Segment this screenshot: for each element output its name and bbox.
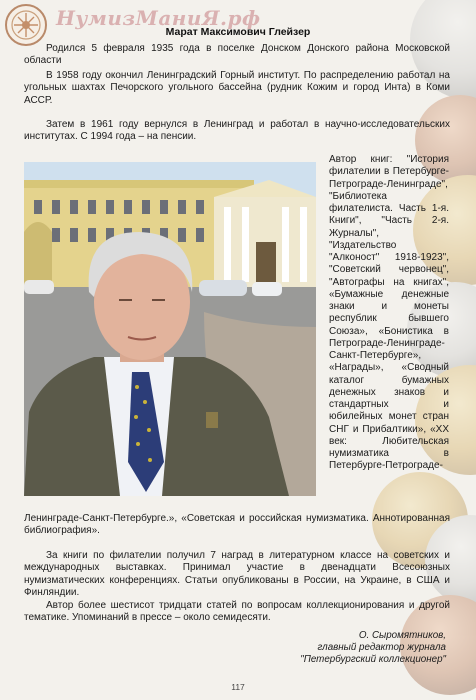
signature-journal: "Петербургский коллекционер": [300, 654, 446, 665]
portrait-photo: [24, 162, 316, 496]
page-title: Марат Максимович Глейзер: [165, 26, 311, 38]
signature-role: главный редактор журнала: [317, 642, 446, 653]
signature: [300, 630, 446, 666]
signature-name: О. Сыромятников,: [358, 630, 446, 641]
site-name: НумизМаниЯ.рф: [56, 6, 261, 30]
bibliography-continuation: Ленинграде-Санкт-Петербурге.», «Советская и российская нумизматика. Аннотированная библиография».: [24, 513, 450, 537]
page-number: 117: [231, 682, 245, 692]
paragraph-birth: Родился 5 февраля 1935 года в поселке Донском Донского района Московской области: [24, 43, 450, 67]
paragraph-articles: Автор более шестисот тридцати статей по вопросам коллекционирования и другой тематике. Упоминаний в прессе – около семидесяти.: [24, 600, 450, 624]
paragraph-career: Затем в 1961 году вернулся в Ленинград и работал в научно-исследовательских институтах. С 1994 года – на пенсии.: [24, 119, 450, 143]
bibliography-side-text: Автор книг: "История филателии в Петербурге-Петрограде-Ленинграде", "Библиотека филателиста. Часть 1-я. Книги", "Часть 2-я. Журналы", "Издательство "Алконост" 1918-1923", "Советский червонец", "Автографы на книгах", «Бумажные денежные знаки и монеты республик бывшего Союза», «Бонистика в Петрограде-Ленинграде-Санкт-Петербурге», «Награды», «Сводный каталог бумажных денежных знаков и стандартных и юбилейных монет стран СНГ и Прибалтики», «XX век: Любительская нумизматика в Петербурге-Петрограде-: [329, 154, 449, 472]
paragraph-education: В 1958 году окончил Ленинградский Горный институт. По распределению работал на угольных шахтах Печорского угольного бассейна (рудник Кожим и город Инта) в Коми АССР.: [24, 70, 450, 106]
paragraph-awards: За книги по филателии получил 7 наград в литературном классе на советских и международных выставках. Принимал участие в двенадцати Всесоюзных нумизматических конференциях. Статьи опубликованы в России, на Украине, в США и Финляндии.: [24, 550, 450, 598]
site-logo-icon: [4, 3, 48, 47]
